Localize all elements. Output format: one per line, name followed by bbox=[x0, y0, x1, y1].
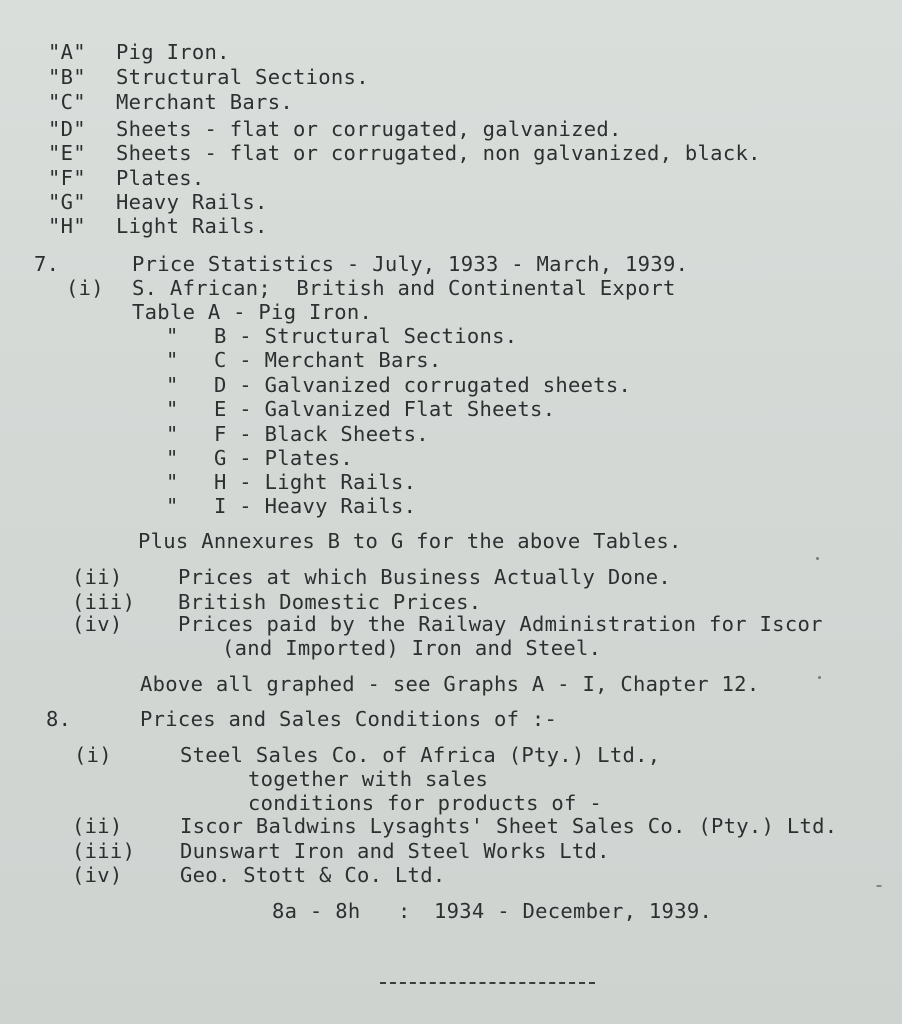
section-7-item-iv-continuation: (and Imported) Iron and Steel. bbox=[222, 636, 602, 660]
section-7-item-i-text: S. African; British and Continental Export bbox=[132, 276, 676, 300]
annexures-note: Plus Annexures B to G for the above Tables. bbox=[138, 529, 682, 553]
table-d-line: D - Galvanized corrugated sheets. bbox=[214, 373, 632, 397]
section-7-item-iv-text: Prices paid by the Railway Administration for Iscor bbox=[178, 612, 823, 636]
section-7-item-iv-number: (iv) bbox=[72, 612, 123, 636]
table-ditto-mark: " bbox=[166, 470, 179, 494]
table-ditto-mark: " bbox=[166, 373, 179, 397]
graphed-note: Above all graphed - see Graphs A - I, Chapter 12. bbox=[140, 672, 760, 696]
table-h-line: H - Light Rails. bbox=[214, 470, 417, 494]
class-code-e: "E" bbox=[48, 141, 86, 165]
table-ditto-mark: " bbox=[166, 397, 179, 421]
section-8-item-i-text: Steel Sales Co. of Africa (Pty.) Ltd., bbox=[180, 743, 661, 767]
class-text-c: Merchant Bars. bbox=[116, 90, 293, 114]
section-8-heading: Prices and Sales Conditions of :- bbox=[140, 707, 558, 731]
table-ditto-mark: " bbox=[166, 348, 179, 372]
table-ditto-mark: " bbox=[166, 422, 179, 446]
table-g-line: G - Plates. bbox=[214, 446, 354, 470]
section-8-item-iii-number: (iii) bbox=[72, 839, 136, 863]
class-text-h: Light Rails. bbox=[116, 214, 268, 238]
class-code-a: "A" bbox=[48, 40, 86, 64]
class-code-g: "G" bbox=[48, 190, 86, 214]
section-8-item-ii-text: Iscor Baldwins Lysaghts' Sheet Sales Co. (Pty.) Ltd. bbox=[180, 814, 838, 838]
paper-speck bbox=[876, 885, 882, 887]
date-range-separator: : bbox=[398, 899, 411, 923]
closing-divider bbox=[380, 982, 595, 984]
section-8-item-i-continuation-1: together with sales bbox=[248, 767, 489, 791]
section-8-item-i-continuation-2: conditions for products of - bbox=[248, 791, 602, 815]
class-text-d: Sheets - flat or corrugated, galvanized. bbox=[116, 117, 622, 141]
section-8-number: 8. bbox=[46, 707, 72, 731]
class-code-b: "B" bbox=[48, 65, 86, 89]
section-7-item-iii-text: British Domestic Prices. bbox=[178, 590, 482, 614]
paper-speck bbox=[818, 676, 821, 679]
table-e-line: E - Galvanized Flat Sheets. bbox=[214, 397, 556, 421]
section-8-item-iii-text: Dunswart Iron and Steel Works Ltd. bbox=[180, 839, 610, 863]
section-7-item-ii-number: (ii) bbox=[72, 565, 123, 589]
section-8-item-iv-text: Geo. Stott & Co. Ltd. bbox=[180, 863, 446, 887]
paper-speck bbox=[816, 557, 819, 560]
table-ditto-mark: " bbox=[166, 446, 179, 470]
class-text-g: Heavy Rails. bbox=[116, 190, 268, 214]
date-range-left: 8a - 8h bbox=[272, 899, 361, 923]
class-code-c: "C" bbox=[48, 90, 86, 114]
table-ditto-mark: " bbox=[166, 324, 179, 348]
class-text-f: Plates. bbox=[116, 166, 205, 190]
section-7-item-iii-number: (iii) bbox=[72, 590, 136, 614]
section-8-item-ii-number: (ii) bbox=[72, 814, 123, 838]
table-f-line: F - Black Sheets. bbox=[214, 422, 429, 446]
section-7-item-ii-text: Prices at which Business Actually Done. bbox=[178, 565, 672, 589]
class-code-h: "H" bbox=[48, 214, 86, 238]
class-code-f: "F" bbox=[48, 166, 86, 190]
table-b-line: B - Structural Sections. bbox=[214, 324, 518, 348]
class-text-e: Sheets - flat or corrugated, non galvanized, black. bbox=[116, 141, 761, 165]
class-text-a: Pig Iron. bbox=[116, 40, 230, 64]
date-range-right: 1934 - December, 1939. bbox=[434, 899, 713, 923]
class-code-d: "D" bbox=[48, 117, 86, 141]
table-i-line: I - Heavy Rails. bbox=[214, 494, 417, 518]
section-8-item-iv-number: (iv) bbox=[72, 863, 123, 887]
section-7-item-i-number: (i) bbox=[66, 276, 104, 300]
section-7-number: 7. bbox=[34, 252, 60, 276]
section-7-heading: Price Statistics - July, 1933 - March, 1939. bbox=[132, 252, 689, 276]
table-a-line: Table A - Pig Iron. bbox=[132, 300, 373, 324]
section-8-item-i-number: (i) bbox=[74, 743, 112, 767]
table-ditto-mark: " bbox=[166, 494, 179, 518]
table-c-line: C - Merchant Bars. bbox=[214, 348, 442, 372]
class-text-b: Structural Sections. bbox=[116, 65, 369, 89]
